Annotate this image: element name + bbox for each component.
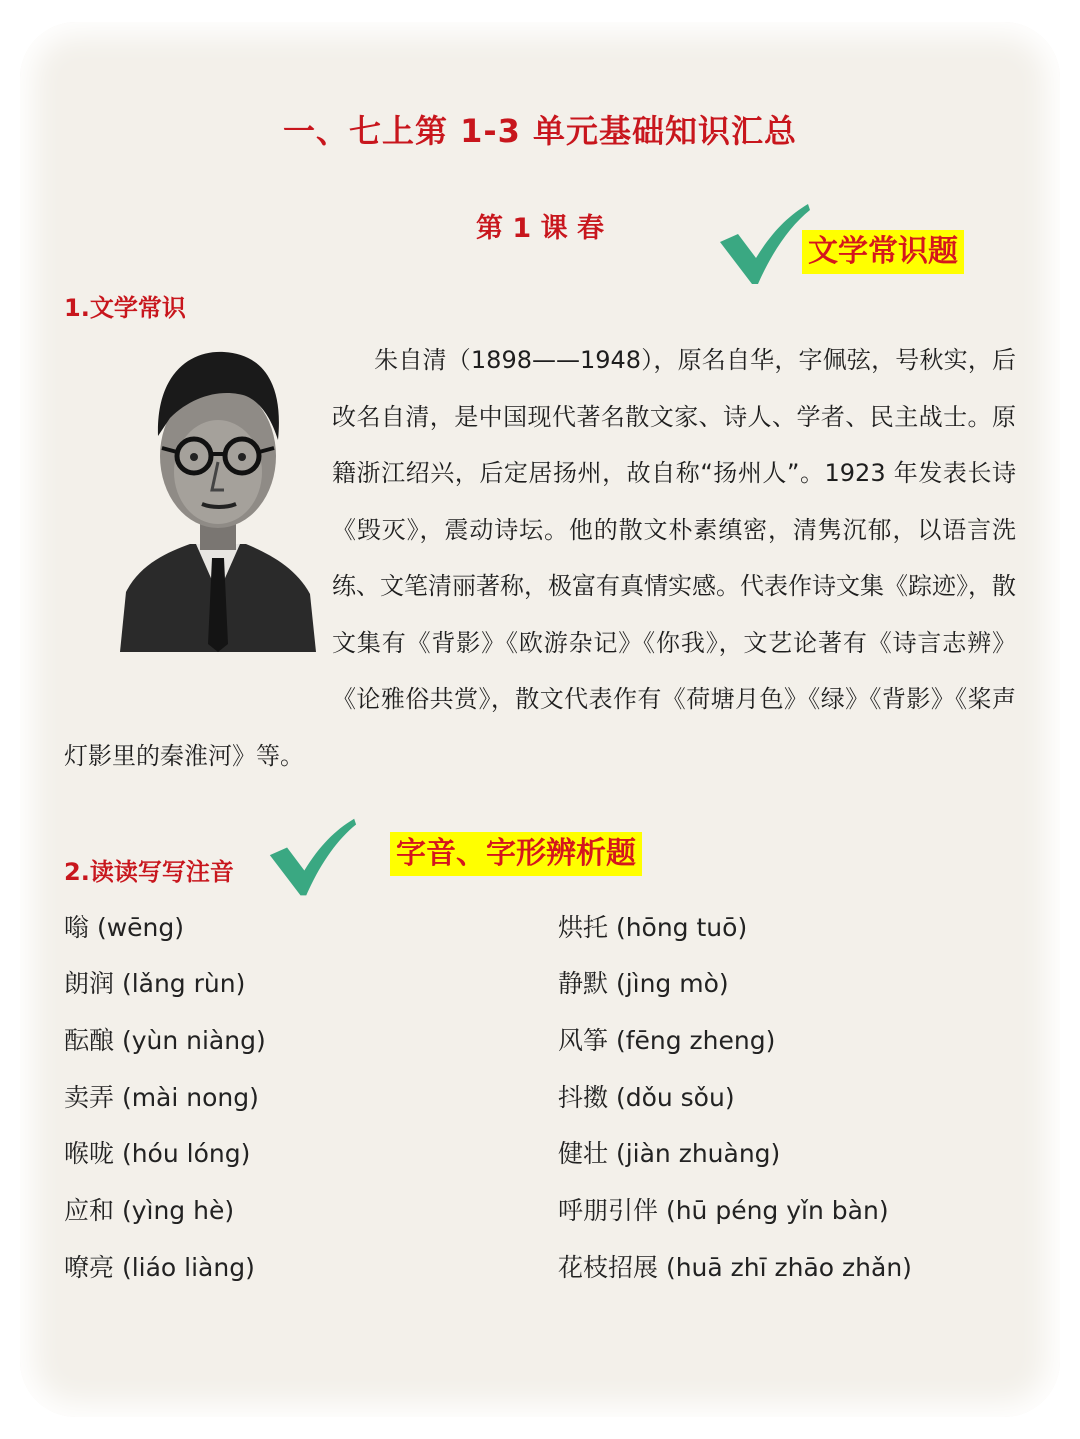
word-item: 静默 (jìng mò)	[558, 969, 729, 998]
author-paragraph-text: 朱自清（1898——1948），原名自华，字佩弦，号秋实，后改名自清，是中国现代著名散文家、诗人、学者、民主战士。原籍浙江绍兴，后定居扬州，故自称“扬州人”。1923 年发表长诗《毁灭》，震动诗坛。他的散文朴素缜密，清隽沉郁，以语言洗练、文笔清丽著称，极富有真情实感。代表作诗文集《踪迹》，散文集有《背影》《欧游杂记》《你我》，文艺论著有《诗言志辨》《论雅俗共赏》，散文代表作有《荷塘月色》《绿》《背影》《桨声灯影里的秦淮河》等。	[64, 346, 1016, 770]
word-item: 花枝招展 (huā zhī zhāo zhǎn)	[558, 1253, 912, 1282]
section-pronunciation-heading: 2.读读写写注音	[64, 858, 234, 886]
word-item: 卖弄 (mài nong)	[64, 1083, 259, 1112]
word-item: 应和 (yìng hè)	[64, 1196, 235, 1225]
word-item: 朗润 (lǎng rùn)	[64, 969, 246, 998]
word-item: 烘托 (hōng tuō)	[558, 913, 748, 942]
word-item: 呼朋引伴 (hū péng yǐn bàn)	[558, 1196, 889, 1225]
tag-literature: 文学常识题	[802, 230, 964, 274]
word-item: 抖擞 (dǒu sǒu)	[558, 1083, 735, 1112]
word-item: 嗡 (wēng)	[64, 913, 184, 942]
portrait-spacer	[64, 332, 332, 672]
author-paragraph	[64, 332, 1016, 784]
word-item: 风筝 (fēng zheng)	[558, 1026, 776, 1055]
check-icon	[266, 816, 358, 900]
word-item: 酝酿 (yùn niàng)	[64, 1026, 266, 1055]
word-item: 嘹亮 (liáo liàng)	[64, 1253, 255, 1282]
tag-pronunciation: 字音、字形辨析题	[390, 832, 642, 876]
lesson-title: 第 1 课 春	[476, 213, 604, 244]
page-title: 一、七上第 1-3 单元基础知识汇总	[282, 112, 798, 150]
word-item: 喉咙 (hóu lóng)	[64, 1139, 251, 1168]
word-item: 健壮 (jiàn zhuàng)	[558, 1139, 781, 1168]
section-literature-heading: 1.文学常识	[64, 294, 186, 322]
check-icon	[716, 202, 812, 288]
